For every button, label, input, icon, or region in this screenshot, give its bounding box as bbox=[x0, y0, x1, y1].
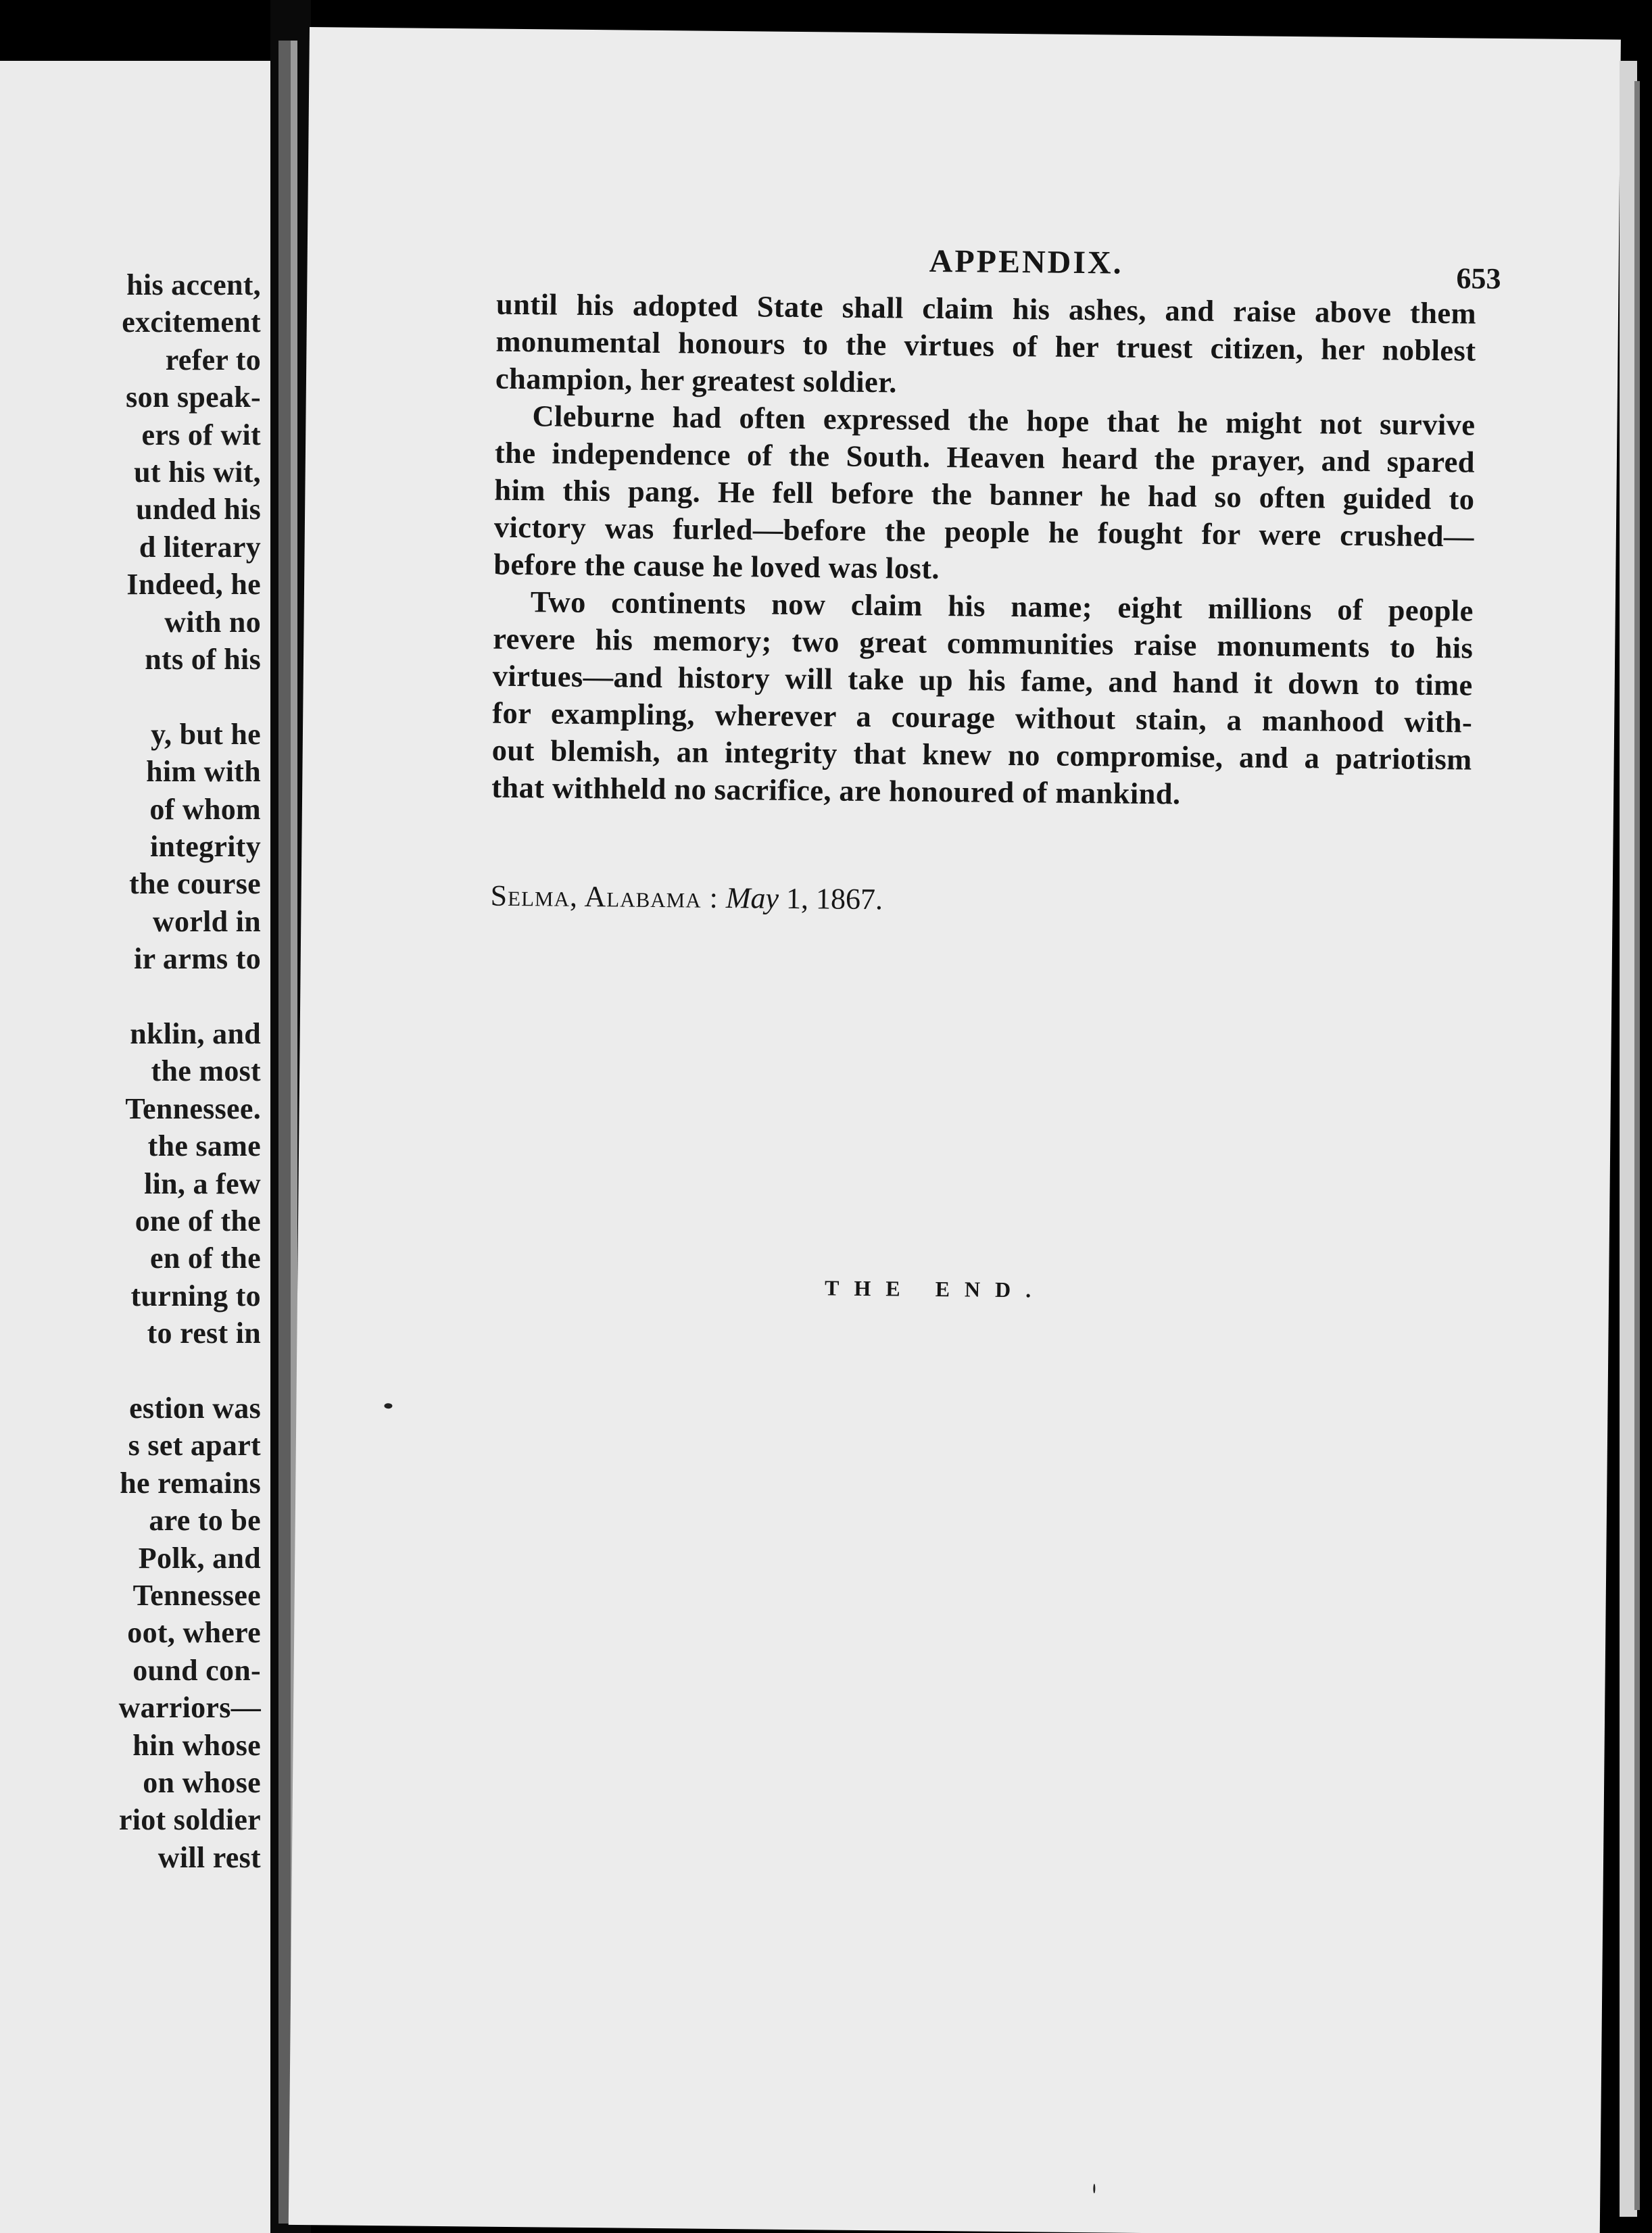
text-line: out blemish, an integrity that knew no compromise, and a patriotism bbox=[491, 733, 1472, 777]
text-line: for exampling, wherever a courage without stain, a manhood with- bbox=[492, 695, 1473, 739]
previous-page-line: s set apart bbox=[128, 1429, 261, 1463]
signoff-date: 1, 1867. bbox=[778, 881, 883, 916]
previous-page-line: Tennessee bbox=[132, 1579, 261, 1612]
previous-page-line: will rest bbox=[157, 1840, 261, 1874]
previous-page-line: Tennessee. bbox=[125, 1091, 261, 1125]
previous-page-line: nklin, and bbox=[130, 1017, 261, 1050]
text-line: Two continents now claim his name; eight millions of people bbox=[530, 585, 1474, 628]
ink-speck bbox=[1093, 2184, 1095, 2193]
previous-page-line: his accent, bbox=[126, 268, 261, 301]
previous-page-line: with no bbox=[164, 605, 261, 639]
previous-page-line: unded his bbox=[136, 493, 261, 526]
previous-page-line: hin whose bbox=[132, 1728, 261, 1762]
text-line: until his adopted State shall claim his ashes, and raise above them bbox=[495, 287, 1477, 330]
previous-page-line: of whom bbox=[149, 792, 261, 826]
previous-page-line: him with bbox=[146, 755, 261, 789]
text-line: him this pang. He fell before the banner he had so often guided to bbox=[494, 472, 1475, 516]
previous-page-line: oot, where bbox=[127, 1616, 261, 1650]
text-line: victory was furled—before the people he fought for were crushed— bbox=[493, 510, 1475, 554]
previous-page-line: en of the bbox=[149, 1242, 261, 1275]
previous-page-line: to rest in bbox=[147, 1317, 261, 1350]
previous-page-line: one of the bbox=[135, 1204, 261, 1237]
previous-page-line: Polk, and bbox=[138, 1541, 261, 1575]
previous-page-line: are to be bbox=[149, 1504, 261, 1538]
previous-page-line: excitement bbox=[122, 305, 261, 339]
signoff-place: Selma, Alabama : bbox=[490, 879, 719, 914]
page bbox=[289, 27, 1621, 2233]
text-line: that withheld no sacrifice, are honoured of mankind. bbox=[491, 770, 1181, 811]
previous-page-line: warriors— bbox=[118, 1691, 261, 1725]
text-line: Cleburne had often expressed the hope that he might not survive bbox=[532, 399, 1476, 442]
text-line: before the cause he loved was lost. bbox=[493, 547, 940, 585]
previous-page-line: riot soldier bbox=[118, 1803, 261, 1837]
previous-page-line: on whose bbox=[143, 1766, 261, 1799]
text-line: champion, her greatest soldier. bbox=[495, 361, 898, 399]
previous-page-line: world in bbox=[152, 904, 261, 938]
text-line: virtues—and history will take up his fame, and hand it down to time bbox=[492, 658, 1473, 702]
previous-page-line: nts of his bbox=[145, 643, 261, 676]
previous-page-line: integrity bbox=[150, 830, 261, 863]
ink-speck bbox=[384, 1403, 392, 1408]
previous-page-fragment bbox=[0, 61, 270, 2233]
previous-page-line: turning to bbox=[130, 1279, 261, 1312]
text-line: monumental honours to the virtues of her truest citizen, her noblest bbox=[495, 324, 1476, 368]
body-text bbox=[491, 286, 1476, 816]
previous-page-line: the course bbox=[129, 867, 261, 901]
previous-page-line: ir arms to bbox=[134, 942, 261, 976]
previous-page-line: the same bbox=[147, 1129, 261, 1163]
page-number: 653 bbox=[1456, 262, 1501, 295]
previous-page-line: d literary bbox=[139, 530, 261, 564]
previous-page-line: ers of wit bbox=[141, 418, 261, 451]
previous-page-line: refer to bbox=[165, 343, 261, 376]
previous-page-line: y, but he bbox=[151, 717, 261, 751]
previous-page-line: ound con- bbox=[132, 1653, 261, 1687]
the-end: THE END. bbox=[824, 1275, 1046, 1302]
page-edge-shadow bbox=[1634, 81, 1640, 2210]
previous-page-line: Indeed, he bbox=[126, 568, 261, 602]
previous-page-line: he remains bbox=[120, 1466, 261, 1500]
signoff bbox=[490, 877, 883, 918]
running-head: APPENDIX. bbox=[929, 243, 1123, 281]
signoff-month: May bbox=[725, 881, 779, 915]
previous-page-line: son speak- bbox=[126, 381, 261, 414]
previous-page-line: ut his wit, bbox=[134, 456, 261, 489]
text-line: the independence of the South. Heaven heard the prayer, and spared bbox=[494, 435, 1476, 479]
previous-page-line: the most bbox=[151, 1054, 261, 1088]
text-line: revere his memory; two great communities raise monuments to his bbox=[493, 621, 1474, 665]
previous-page-line: estion was bbox=[129, 1392, 261, 1425]
previous-page-line: lin, a few bbox=[144, 1167, 261, 1200]
